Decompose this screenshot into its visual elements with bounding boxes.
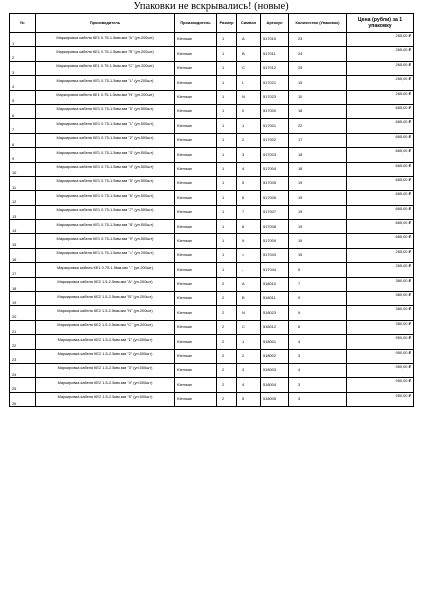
cell-product: Маркировка кабеля КЕ2 1.5-2.5мм.мм "5" (уп.500шт) [36, 392, 175, 406]
cell-number: 18 [10, 277, 36, 291]
cell-price: 665,00 ₽ [347, 220, 414, 234]
cell-price: 665,00 ₽ [347, 119, 414, 133]
cell-symbol: 0 [237, 104, 261, 118]
cell-product: Маркировка кабеля КЕ2 1.5-2.5мм.мм "N" (уп.200шт) [36, 306, 175, 320]
cell-price: 665,00 ₽ [347, 133, 414, 147]
cell-article: 518005 [261, 392, 289, 406]
cell-article: 518001 [261, 335, 289, 349]
cell-manufacturer: Klemsan [175, 363, 217, 377]
cell-price: 665,00 ₽ [347, 205, 414, 219]
table-row [10, 47, 414, 61]
price-table [9, 13, 414, 407]
cell-symbol: 4 [237, 378, 261, 392]
cell-size: 1 [217, 33, 237, 47]
cell-quantity: 3 [289, 392, 347, 406]
cell-product: Маркировка кабеля КЕ1 0.75-1.5мм.мм "2" (уп.500шт) [36, 133, 175, 147]
cell-number: 20 [10, 306, 36, 320]
cell-symbol: C [237, 320, 261, 334]
cell-number: 16 [10, 248, 36, 262]
cell-symbol: 3 [237, 148, 261, 162]
cell-price: 380,00 ₽ [347, 306, 414, 320]
cell-product: Маркировка кабеля КЕ1 0.75-1.5мм.мм "9" (уп.500шт) [36, 234, 175, 248]
cell-size: 1 [217, 234, 237, 248]
cell-size: 1 [217, 205, 237, 219]
cell-symbol: - [237, 263, 261, 277]
cell-number: 10 [10, 162, 36, 176]
cell-article: 517043 [261, 248, 289, 262]
table-row [10, 205, 414, 219]
cell-product: Маркировка кабеля КЕ2 1.5-2.5мм.мм "4" (уп.500шт) [36, 378, 175, 392]
header-article: Артикул [261, 14, 289, 33]
cell-manufacturer: Klemsan [175, 263, 217, 277]
cell-quantity: 19 [289, 234, 347, 248]
cell-price: 265,00 ₽ [347, 76, 414, 90]
cell-price: 380,00 ₽ [347, 320, 414, 334]
cell-product: Маркировка кабеля КЕ1 0.75-1.5мм.мм "С" (уп.200шт) [36, 61, 175, 75]
cell-manufacturer: Klemsan [175, 335, 217, 349]
cell-symbol: A [237, 33, 261, 47]
cell-product: Маркировка кабеля КЕ1 0.75-1.5мм.мм "-" (уп.200шт) [36, 263, 175, 277]
cell-size: 1 [217, 90, 237, 104]
cell-quantity: 19 [289, 191, 347, 205]
cell-manufacturer: Klemsan [175, 119, 217, 133]
cell-symbol: B [237, 292, 261, 306]
cell-symbol: A [237, 277, 261, 291]
cell-quantity: 22 [289, 119, 347, 133]
cell-article: 517009 [261, 234, 289, 248]
header-size: Размер [217, 14, 237, 33]
cell-quantity: 3 [289, 378, 347, 392]
cell-quantity: 19 [289, 205, 347, 219]
cell-number: 9 [10, 148, 36, 162]
cell-product: Маркировка кабеля КЕ1 0.75-1.5мм.мм "4" (уп.500шт) [36, 162, 175, 176]
table-row [10, 191, 414, 205]
cell-size: 1 [217, 133, 237, 147]
cell-size: 1 [217, 220, 237, 234]
cell-manufacturer: Klemsan [175, 33, 217, 47]
cell-size: 1 [217, 47, 237, 61]
cell-quantity: 25 [289, 61, 347, 75]
table-row [10, 392, 414, 406]
cell-quantity: 5 [289, 263, 347, 277]
cell-product: Маркировка кабеля КЕ1 0.75-1.5мм.мм "L" (уп.200шт) [36, 76, 175, 90]
cell-size: 1 [217, 162, 237, 176]
table-row [10, 320, 414, 334]
cell-number: 12 [10, 191, 36, 205]
table-row [10, 176, 414, 190]
cell-article: 517002 [261, 133, 289, 147]
cell-product: Маркировка кабеля КЕ2 1.5-2.5мм.мм "2" (уп.500шт) [36, 349, 175, 363]
cell-article: 517011 [261, 47, 289, 61]
cell-manufacturer: Klemsan [175, 277, 217, 291]
cell-quantity: 15 [289, 248, 347, 262]
cell-size: 1 [217, 191, 237, 205]
cell-price: 665,00 ₽ [347, 148, 414, 162]
cell-quantity: 18 [289, 162, 347, 176]
cell-product: Маркировка кабеля КЕ1 0.75-1.5мм.мм "8" (уп.500шт) [36, 220, 175, 234]
cell-price: 265,00 ₽ [347, 90, 414, 104]
cell-product: Маркировка кабеля КЕ1 0.75-1.5мм.мм "1" (уп.500шт) [36, 119, 175, 133]
cell-product: Маркировка кабеля КЕ2 1.5-2.5мм.мм "А" (уп.200шт) [36, 277, 175, 291]
cell-price: 665,00 ₽ [347, 176, 414, 190]
cell-manufacturer: Klemsan [175, 320, 217, 334]
cell-number: 3 [10, 61, 36, 75]
cell-price: 265,00 ₽ [347, 248, 414, 262]
cell-number: 25 [10, 378, 36, 392]
header-product: Производитель [36, 14, 175, 33]
table-row [10, 277, 414, 291]
cell-article: 517006 [261, 191, 289, 205]
cell-size: 2 [217, 392, 237, 406]
cell-price: 665,00 ₽ [347, 234, 414, 248]
cell-number: 17 [10, 263, 36, 277]
cell-quantity: 3 [289, 349, 347, 363]
table-row [10, 263, 414, 277]
cell-number: 15 [10, 234, 36, 248]
cell-symbol: = [237, 248, 261, 262]
cell-article: 517023 [261, 90, 289, 104]
cell-number: 5 [10, 90, 36, 104]
cell-article: 517001 [261, 119, 289, 133]
cell-size: 2 [217, 306, 237, 320]
table-row [10, 133, 414, 147]
cell-product: Маркировка кабеля КЕ2 1.5-2.5мм.мм "В" (уп.200шт) [36, 292, 175, 306]
cell-size: 2 [217, 277, 237, 291]
cell-number: 14 [10, 220, 36, 234]
table-row [10, 220, 414, 234]
cell-product: Маркировка кабеля КЕ1 0.75-1.5мм.мм "6" (уп.500шт) [36, 191, 175, 205]
cell-quantity: 17 [289, 133, 347, 147]
cell-size: 1 [217, 248, 237, 262]
cell-quantity: 24 [289, 47, 347, 61]
cell-symbol: 3 [237, 363, 261, 377]
table-row [10, 148, 414, 162]
cell-product: Маркировка кабеля КЕ1 0.75-1.5мм.мм "В" (уп.200шт) [36, 47, 175, 61]
cell-manufacturer: Klemsan [175, 61, 217, 75]
table-header-row [10, 14, 414, 33]
cell-size: 1 [217, 76, 237, 90]
cell-quantity: 18 [289, 104, 347, 118]
table-row [10, 119, 414, 133]
cell-symbol: B [237, 47, 261, 61]
cell-quantity: 9 [289, 292, 347, 306]
cell-symbol: 1 [237, 119, 261, 133]
cell-quantity: 4 [289, 335, 347, 349]
cell-manufacturer: Klemsan [175, 234, 217, 248]
cell-product: Маркировка кабеля КЕ1 0.75-1.5мм.мм "=" (уп.200шт) [36, 248, 175, 262]
cell-symbol: 6 [237, 191, 261, 205]
cell-number: 21 [10, 320, 36, 334]
cell-number: 22 [10, 335, 36, 349]
cell-article: 518010 [261, 277, 289, 291]
table-row [10, 76, 414, 90]
cell-size: 2 [217, 349, 237, 363]
cell-size: 2 [217, 363, 237, 377]
table-row [10, 306, 414, 320]
cell-article: 517008 [261, 220, 289, 234]
cell-price: 950,00 ₽ [347, 378, 414, 392]
cell-manufacturer: Klemsan [175, 133, 217, 147]
cell-article: 517000 [261, 104, 289, 118]
table-row [10, 248, 414, 262]
table-row [10, 363, 414, 377]
table-row [10, 292, 414, 306]
cell-symbol: 4 [237, 162, 261, 176]
cell-quantity: 10 [289, 90, 347, 104]
cell-manufacturer: Klemsan [175, 104, 217, 118]
cell-manufacturer: Klemsan [175, 248, 217, 262]
table-row [10, 61, 414, 75]
cell-product: Маркировка кабеля КЕ1 0.75-1.5мм.мм "5" (уп.500шт) [36, 176, 175, 190]
cell-article: 518011 [261, 292, 289, 306]
cell-price: 265,00 ₽ [347, 47, 414, 61]
cell-article: 518023 [261, 306, 289, 320]
cell-product: Маркировка кабеля КЕ1 0.75-1.5мм.мм "0" (уп.500шт) [36, 104, 175, 118]
cell-product: Маркировка кабеля КЕ1 0.75-1.5мм.мм "А" (уп.200шт) [36, 33, 175, 47]
cell-quantity: 8 [289, 320, 347, 334]
table-row [10, 349, 414, 363]
cell-price: 665,00 ₽ [347, 104, 414, 118]
cell-number: 13 [10, 205, 36, 219]
cell-article: 517003 [261, 148, 289, 162]
table-row [10, 162, 414, 176]
header-manufacturer: Производитель [175, 14, 217, 33]
cell-symbol: 5 [237, 392, 261, 406]
header-symbol: Символ [237, 14, 261, 33]
cell-article: 517004 [261, 162, 289, 176]
cell-quantity: 7 [289, 277, 347, 291]
cell-manufacturer: Klemsan [175, 392, 217, 406]
cell-symbol: 2 [237, 133, 261, 147]
cell-manufacturer: Klemsan [175, 162, 217, 176]
cell-symbol: 1 [237, 335, 261, 349]
cell-price: 665,00 ₽ [347, 162, 414, 176]
cell-quantity: 19 [289, 220, 347, 234]
page-title: Упаковки не вскрывались! (новые) [133, 1, 289, 12]
table-body [10, 33, 414, 407]
cell-article: 517021 [261, 76, 289, 90]
cell-size: 1 [217, 263, 237, 277]
cell-manufacturer: Klemsan [175, 191, 217, 205]
cell-article: 518003 [261, 363, 289, 377]
cell-price: 265,00 ₽ [347, 61, 414, 75]
cell-symbol: 5 [237, 176, 261, 190]
table-row [10, 378, 414, 392]
cell-manufacturer: Klemsan [175, 148, 217, 162]
cell-price: 380,00 ₽ [347, 292, 414, 306]
cell-article: 518012 [261, 320, 289, 334]
cell-number: 2 [10, 47, 36, 61]
cell-price: 665,00 ₽ [347, 191, 414, 205]
cell-symbol: N [237, 306, 261, 320]
cell-symbol: C [237, 61, 261, 75]
cell-manufacturer: Klemsan [175, 47, 217, 61]
cell-size: 1 [217, 104, 237, 118]
cell-product: Маркировка кабеля КЕ1 0.75-1.5мм.мм "7" (уп.500шт) [36, 205, 175, 219]
cell-quantity: 23 [289, 33, 347, 47]
table-row [10, 104, 414, 118]
cell-price: 950,00 ₽ [347, 349, 414, 363]
cell-manufacturer: Klemsan [175, 292, 217, 306]
cell-number: 24 [10, 363, 36, 377]
cell-price: 950,00 ₽ [347, 392, 414, 406]
cell-quantity: 4 [289, 363, 347, 377]
cell-symbol: 7 [237, 205, 261, 219]
cell-number: 4 [10, 76, 36, 90]
cell-symbol: N [237, 90, 261, 104]
cell-quantity: 19 [289, 176, 347, 190]
header-number: № [10, 14, 36, 33]
cell-size: 2 [217, 378, 237, 392]
cell-manufacturer: Klemsan [175, 378, 217, 392]
cell-article: 518002 [261, 349, 289, 363]
cell-symbol: 9 [237, 234, 261, 248]
cell-product: Маркировка кабеля КЕ1 0.75-1.5мм.мм "3" (уп.500шт) [36, 148, 175, 162]
cell-article: 517010 [261, 33, 289, 47]
table-row [10, 90, 414, 104]
cell-product: Маркировка кабеля КЕ2 1.5-2.5мм.мм "1" (уп.500шт) [36, 335, 175, 349]
cell-product: Маркировка кабеля КЕ2 1.5-2.5мм.мм "3" (уп.500шт) [36, 363, 175, 377]
cell-manufacturer: Klemsan [175, 90, 217, 104]
cell-price: 380,00 ₽ [347, 277, 414, 291]
cell-size: 1 [217, 119, 237, 133]
cell-manufacturer: Klemsan [175, 349, 217, 363]
header-price: Цена (рубли) за 1 упаковку [347, 14, 414, 33]
cell-manufacturer: Klemsan [175, 306, 217, 320]
cell-article: 517012 [261, 61, 289, 75]
cell-article: 517007 [261, 205, 289, 219]
cell-quantity: 15 [289, 76, 347, 90]
cell-product: Маркировка кабеля КЕ1 0.75-1.5мм.мм "N" (уп.200шт) [36, 90, 175, 104]
cell-number: 23 [10, 349, 36, 363]
cell-number: 7 [10, 119, 36, 133]
cell-price: 950,00 ₽ [347, 335, 414, 349]
cell-number: 11 [10, 176, 36, 190]
cell-number: 6 [10, 104, 36, 118]
cell-quantity: 9 [289, 306, 347, 320]
cell-manufacturer: Klemsan [175, 205, 217, 219]
cell-article: 517005 [261, 176, 289, 190]
cell-number: 1 [10, 33, 36, 47]
table-row [10, 234, 414, 248]
table-row [10, 335, 414, 349]
cell-symbol: 2 [237, 349, 261, 363]
cell-number: 26 [10, 392, 36, 406]
cell-symbol: 8 [237, 220, 261, 234]
cell-size: 2 [217, 320, 237, 334]
cell-size: 2 [217, 292, 237, 306]
cell-number: 8 [10, 133, 36, 147]
cell-symbol: L [237, 76, 261, 90]
cell-article: 518004 [261, 378, 289, 392]
cell-product: Маркировка кабеля КЕ2 1.5-2.5мм.мм "С" (уп.200шт) [36, 320, 175, 334]
cell-size: 1 [217, 148, 237, 162]
cell-manufacturer: Klemsan [175, 76, 217, 90]
cell-price: 950,00 ₽ [347, 363, 414, 377]
cell-number: 19 [10, 292, 36, 306]
cell-manufacturer: Klemsan [175, 220, 217, 234]
cell-quantity: 18 [289, 148, 347, 162]
cell-size: 1 [217, 176, 237, 190]
header-quantity: Количество (Упаковок) [289, 14, 347, 33]
cell-price: 265,00 ₽ [347, 33, 414, 47]
cell-article: 517044 [261, 263, 289, 277]
cell-price: 265,00 ₽ [347, 263, 414, 277]
cell-size: 1 [217, 61, 237, 75]
cell-size: 2 [217, 335, 237, 349]
table-row [10, 33, 414, 47]
cell-manufacturer: Klemsan [175, 176, 217, 190]
